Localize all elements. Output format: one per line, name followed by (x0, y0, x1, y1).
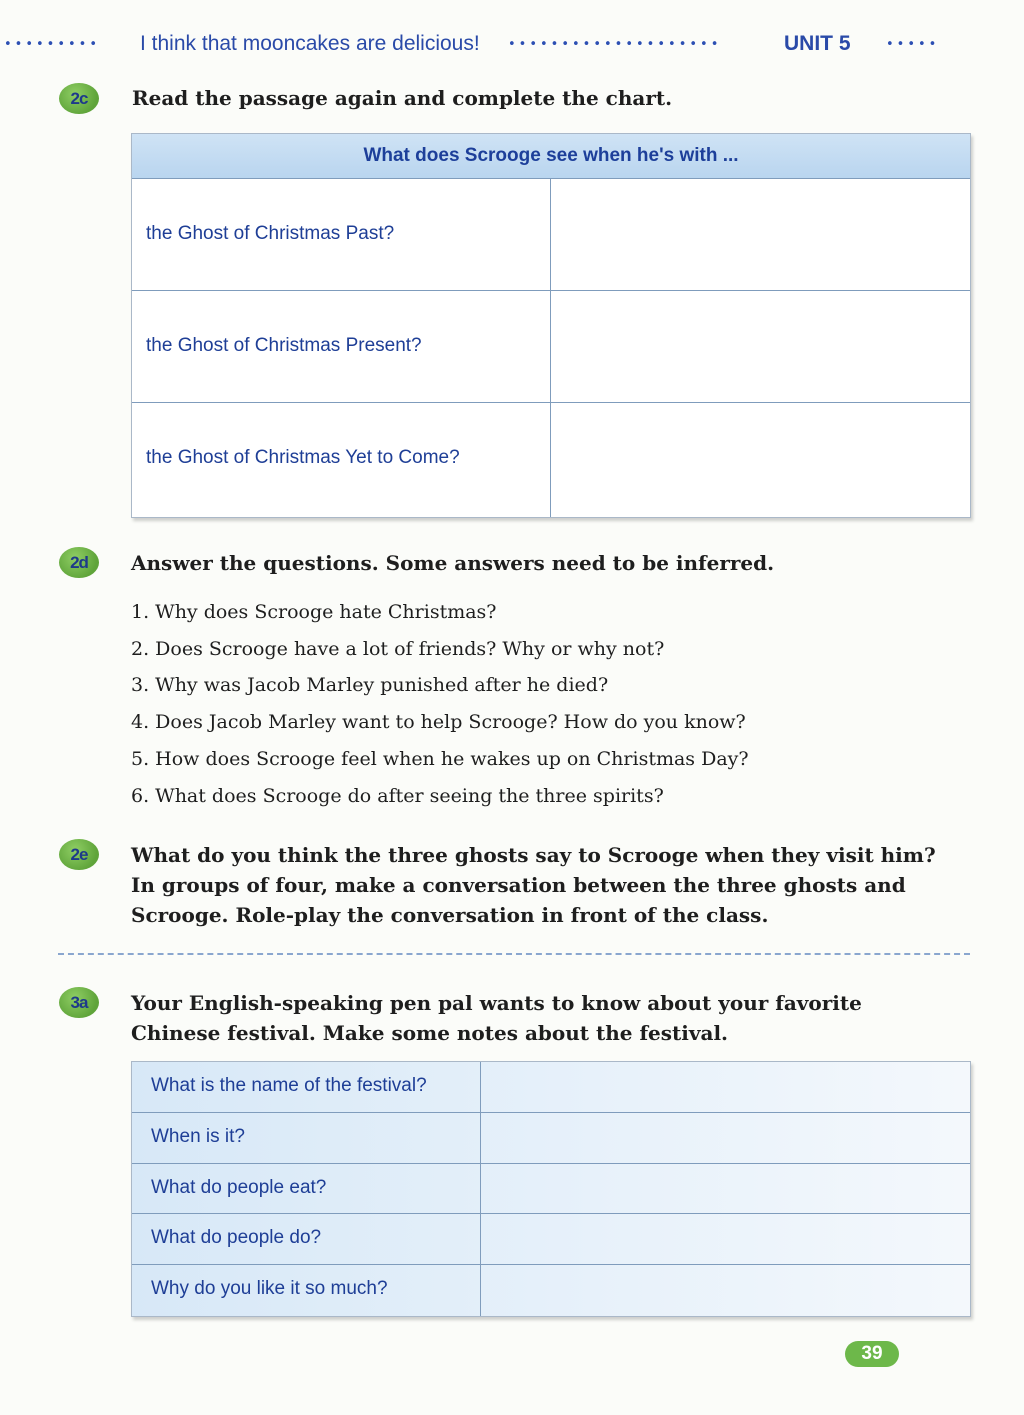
section-badge-2d: 2d (59, 547, 99, 578)
question-item: 2. Does Scrooge have a lot of friends? Why or why not? (131, 637, 665, 660)
chart-row-divider (132, 290, 970, 291)
notes-question: What do people eat? (151, 1177, 327, 1198)
page-number-badge (845, 1341, 899, 1367)
instruction-3a-line: Your English-speaking pen pal wants to know about your favorite (131, 991, 862, 1015)
instruction-3a-line: Chinese festival. Make some notes about the festival. (131, 1021, 729, 1045)
notes-question: When is it? (151, 1126, 245, 1147)
notes-question: Why do you like it so much? (151, 1278, 388, 1299)
notes-answer-cell[interactable] (482, 1215, 968, 1263)
chart-answer-cell[interactable] (552, 180, 968, 288)
instruction-2d: Answer the questions. Some answers need to be inferred. (131, 551, 775, 575)
header-unit: UNIT 5 (784, 32, 851, 55)
instruction-2e-line: What do you think the three ghosts say to Scrooge when they visit him? (131, 843, 936, 867)
chart-column-divider (550, 178, 551, 517)
instruction-2e-line: In groups of four, make a conversation between the three ghosts and (131, 873, 906, 897)
notes-row-divider (132, 1163, 970, 1164)
question-item: 1. Why does Scrooge hate Christmas? (131, 601, 497, 623)
instruction-2c: Read the passage again and complete the chart. (132, 86, 673, 110)
question-item: 3. Why was Jacob Marley punished after he died? (131, 674, 609, 697)
section-badge-3a: 3a (59, 987, 99, 1018)
header-dots-middle: •••••••••••••••••••• (508, 37, 722, 52)
chart-row-label: the Ghost of Christmas Present? (146, 335, 422, 356)
festival-notes-table (131, 1061, 971, 1317)
instruction-3a (131, 988, 862, 1048)
notes-answer-cell[interactable] (482, 1114, 968, 1162)
notes-answer-cell[interactable] (482, 1266, 968, 1315)
notes-answer-cell[interactable] (482, 1165, 968, 1212)
scrooge-chart (131, 133, 971, 518)
notes-answer-cell[interactable] (482, 1063, 968, 1111)
chart-answer-cell[interactable] (552, 404, 968, 516)
question-item: 6. What does Scrooge do after seeing the three spirits? (131, 784, 664, 807)
notes-column-divider (480, 1062, 481, 1316)
chart-header (132, 134, 970, 179)
header-dots-left: ••••••••• (4, 37, 101, 52)
chart-row-label: the Ghost of Christmas Past? (146, 223, 395, 244)
chart-header-text: What does Scrooge see when he's with ... (363, 145, 739, 166)
notes-question: What do people do? (151, 1227, 322, 1248)
question-item: 5. How does Scrooge feel when he wakes up on Christmas Day? (131, 747, 749, 770)
page-number: 39 (861, 1343, 883, 1364)
chart-answer-cell[interactable] (552, 292, 968, 400)
question-item: 4. Does Jacob Marley want to help Scrooge? How do you know? (131, 711, 746, 734)
chart-row-divider (132, 402, 970, 403)
chart-row-label: the Ghost of Christmas Yet to Come? (146, 447, 460, 468)
notes-question: What is the name of the festival? (151, 1075, 427, 1096)
notes-row-divider (132, 1112, 970, 1113)
notes-row-divider (132, 1213, 970, 1214)
header-dots-right: ••••• (886, 37, 940, 52)
instruction-2e (131, 840, 936, 930)
header-title: I think that mooncakes are delicious! (140, 32, 480, 55)
section-badge-2c: 2c (59, 83, 99, 114)
notes-row-divider (132, 1264, 970, 1265)
instruction-2e-line: Scrooge. Role-play the conversation in front of the class. (131, 903, 769, 927)
question-list (131, 594, 749, 814)
section-divider (58, 953, 970, 955)
section-badge-2e: 2e (59, 839, 99, 870)
